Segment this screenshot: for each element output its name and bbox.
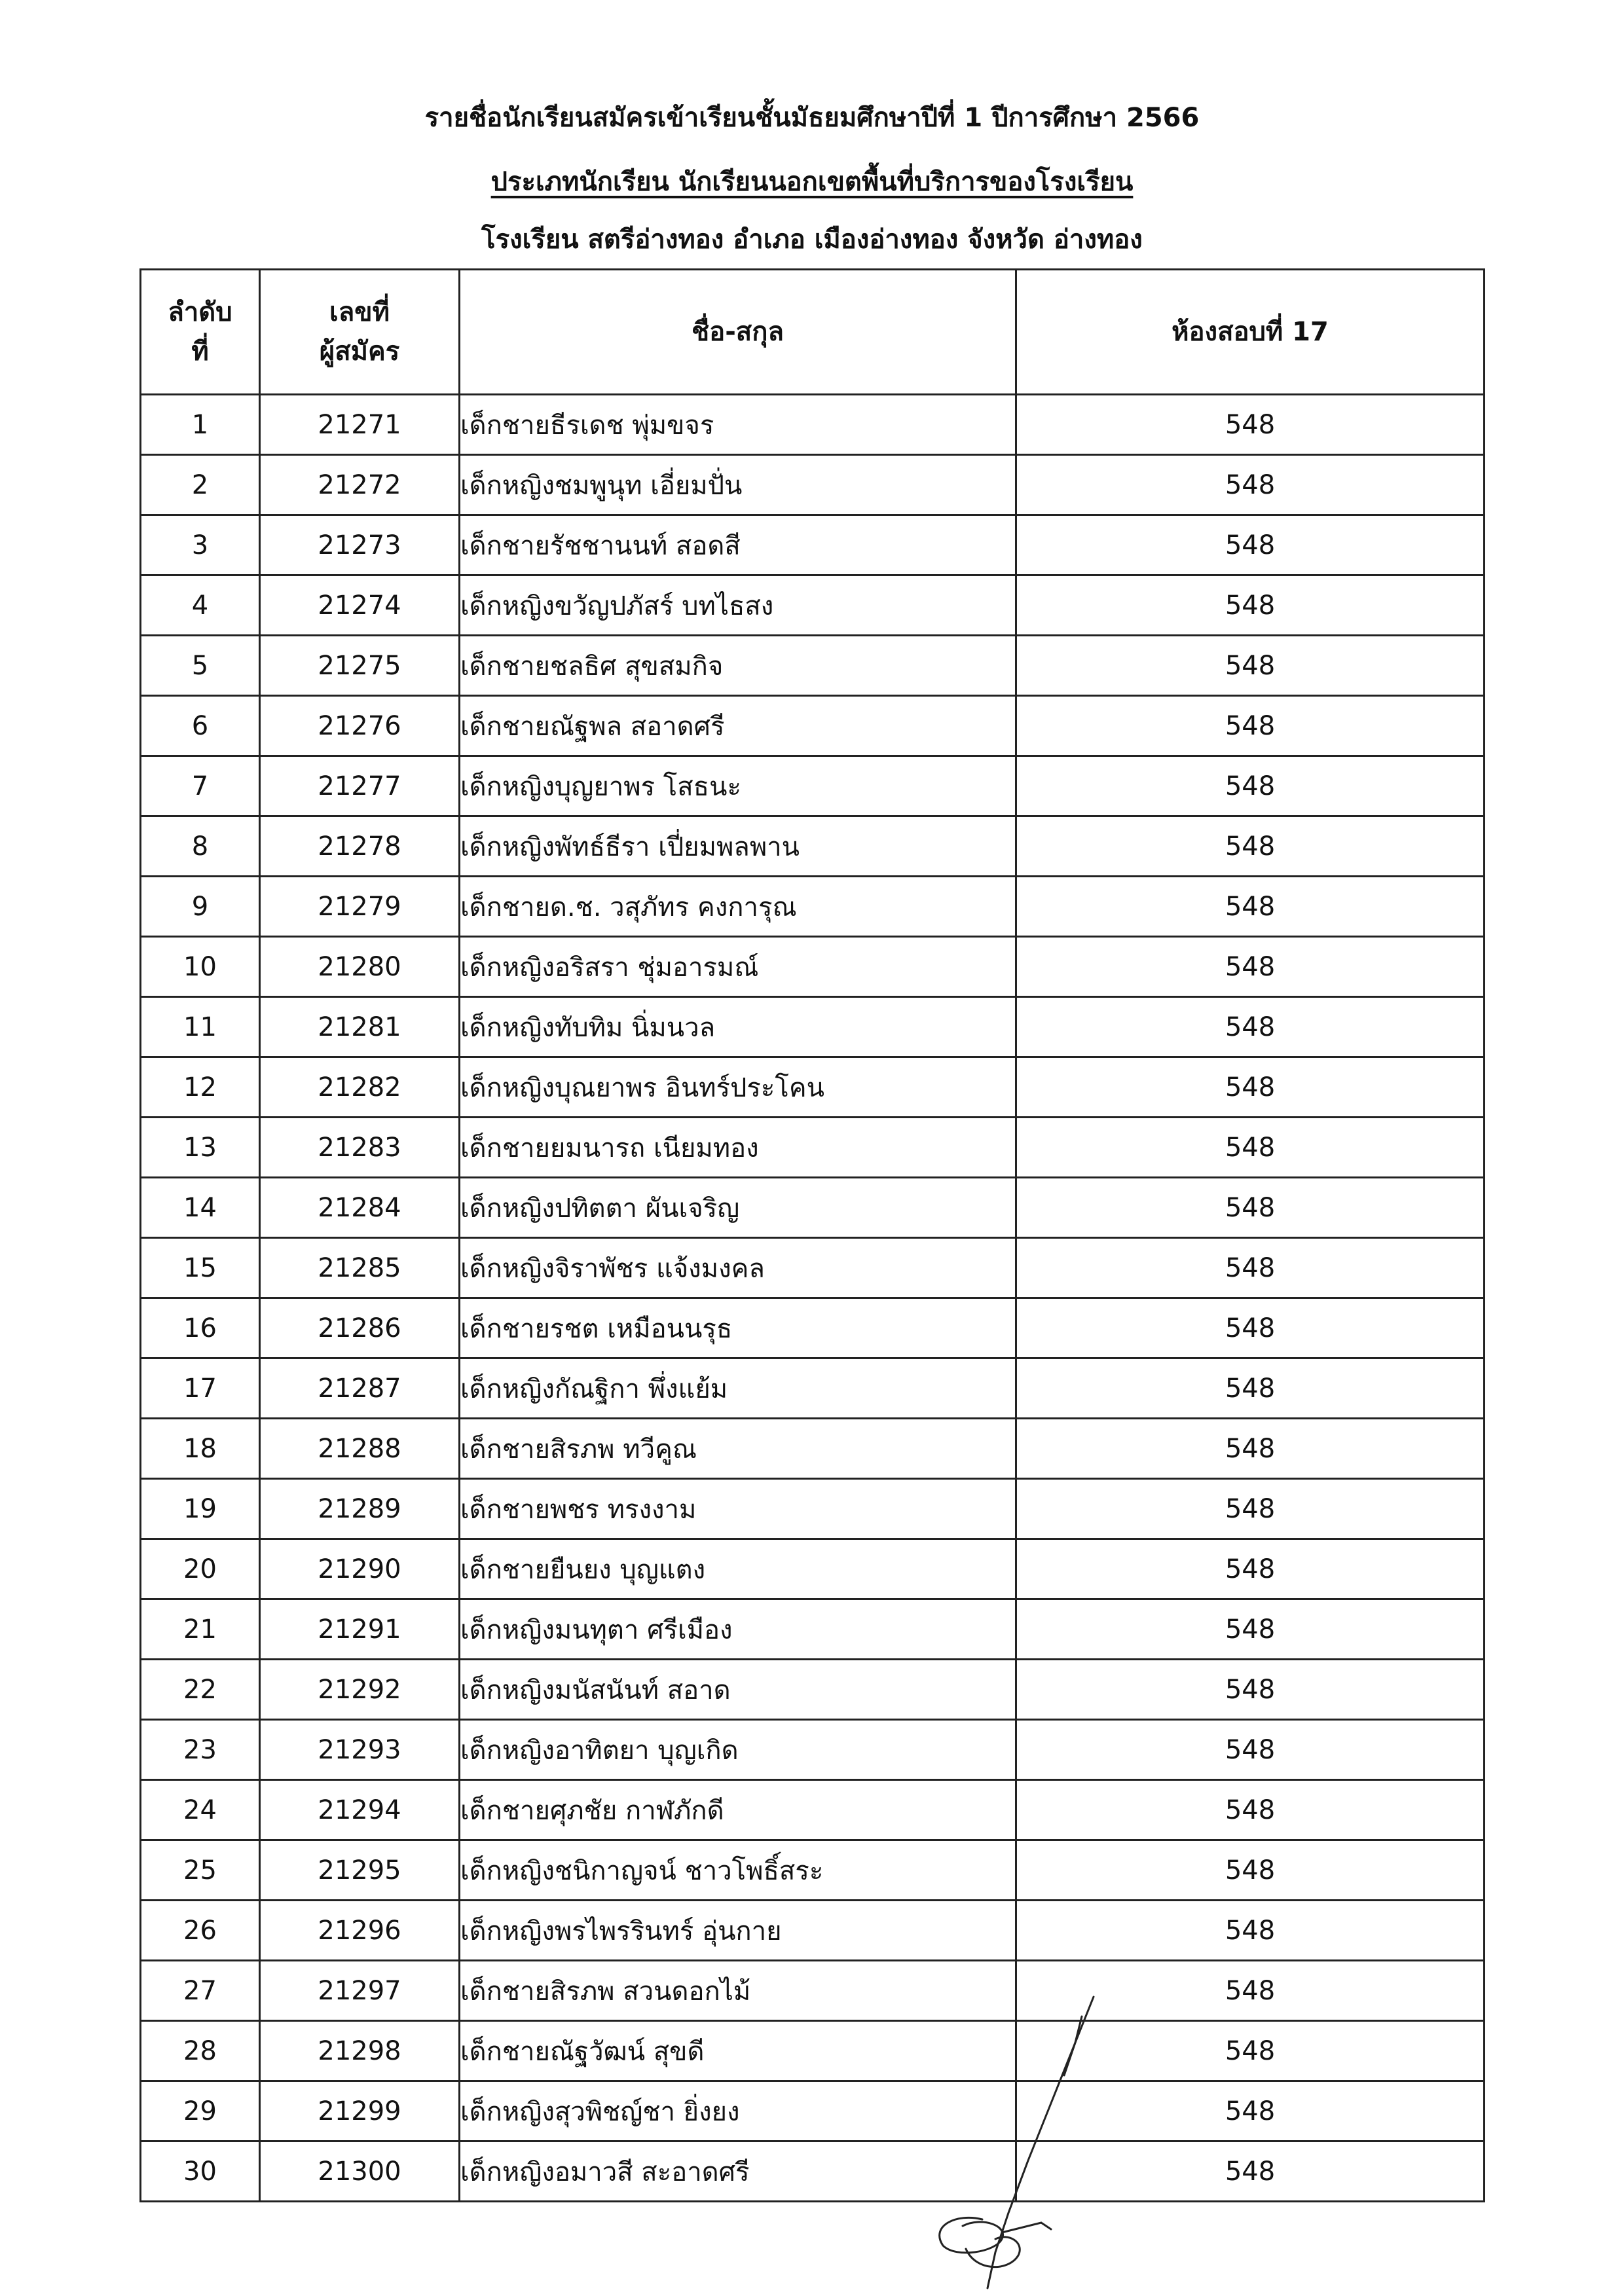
row-student-name: เด็กหญิงบุณยาพร อินทร์ประโคน xyxy=(460,1057,1016,1118)
row-exam-room: 548 xyxy=(1016,756,1485,816)
row-applicant-number: 21300 xyxy=(260,2141,460,2202)
document-title: รายชื่อนักเรียนสมัครเข้าเรียนชั้นมัธยมศึกษาปีที่ 1 ปีการศึกษา 2566 xyxy=(424,103,1200,133)
table-row xyxy=(141,636,1485,696)
table-row xyxy=(141,395,1485,455)
row-applicant-number: 21276 xyxy=(260,696,460,756)
row-applicant-number: 21294 xyxy=(260,1780,460,1840)
table-row xyxy=(141,2021,1485,2081)
row-order-number: 5 xyxy=(141,636,260,696)
row-exam-room: 548 xyxy=(1016,2081,1485,2141)
table-row xyxy=(141,937,1485,997)
row-applicant-number: 21273 xyxy=(260,515,460,575)
header-exam-room: ห้องสอบที่ 17 xyxy=(1016,270,1485,395)
table-row xyxy=(141,515,1485,575)
table-row xyxy=(141,1780,1485,1840)
row-applicant-number: 21296 xyxy=(260,1901,460,1961)
header-full-name: ชื่อ-สกุล xyxy=(460,270,1016,395)
table-row xyxy=(141,1057,1485,1118)
row-exam-room: 548 xyxy=(1016,1238,1485,1298)
table-row xyxy=(141,1479,1485,1539)
row-exam-room: 548 xyxy=(1016,1419,1485,1479)
table-row xyxy=(141,1298,1485,1358)
row-student-name: เด็กหญิงพรไพรรินทร์ อุ่นกาย xyxy=(460,1901,1016,1961)
row-student-name: เด็กชายสิรภพ สวนดอกไม้ xyxy=(460,1961,1016,2021)
row-student-name: เด็กชายรชต เหมือนนรุธ xyxy=(460,1298,1016,1358)
row-student-name: เด็กหญิงขวัญปภัสร์ บทไธสง xyxy=(460,575,1016,636)
row-order-number: 2 xyxy=(141,455,260,515)
row-exam-room: 548 xyxy=(1016,997,1485,1057)
row-order-number: 22 xyxy=(141,1660,260,1720)
table-row xyxy=(141,1419,1485,1479)
row-order-number: 23 xyxy=(141,1720,260,1780)
table-body xyxy=(141,395,1485,2202)
row-exam-room: 548 xyxy=(1016,816,1485,877)
school-info: โรงเรียน สตรีอ่างทอง อำเภอ เมืองอ่างทอง จังหวัด อ่างทอง xyxy=(481,225,1143,255)
row-student-name: เด็กหญิงมนัสนันท์ สอาด xyxy=(460,1660,1016,1720)
header-applicant-number: เลขที่ ผู้สมัคร xyxy=(260,270,460,395)
row-student-name: เด็กหญิงอมาวสี สะอาดศรี xyxy=(460,2141,1016,2202)
row-exam-room: 548 xyxy=(1016,1840,1485,1901)
table-row xyxy=(141,997,1485,1057)
row-student-name: เด็กหญิงจิราพัชร แจ้งมงคล xyxy=(460,1238,1016,1298)
row-applicant-number: 21271 xyxy=(260,395,460,455)
row-applicant-number: 21299 xyxy=(260,2081,460,2141)
row-exam-room: 548 xyxy=(1016,937,1485,997)
row-exam-room: 548 xyxy=(1016,2021,1485,2081)
row-student-name: เด็กหญิงชมพูนุท เอี่ยมปั่น xyxy=(460,455,1016,515)
row-exam-room: 548 xyxy=(1016,1118,1485,1178)
row-applicant-number: 21298 xyxy=(260,2021,460,2081)
row-order-number: 16 xyxy=(141,1298,260,1358)
table-row xyxy=(141,1238,1485,1298)
student-category: ประเภทนักเรียน นักเรียนนอกเขตพื้นที่บริการของโรงเรียน xyxy=(490,167,1134,197)
row-exam-room: 548 xyxy=(1016,1178,1485,1238)
row-student-name: เด็กหญิงชนิกาญจน์ ชาวโพธิ์สระ xyxy=(460,1840,1016,1901)
row-exam-room: 548 xyxy=(1016,575,1485,636)
row-applicant-number: 21279 xyxy=(260,877,460,937)
row-order-number: 15 xyxy=(141,1238,260,1298)
row-order-number: 11 xyxy=(141,997,260,1057)
row-exam-room: 548 xyxy=(1016,1358,1485,1419)
row-applicant-number: 21274 xyxy=(260,575,460,636)
row-exam-room: 548 xyxy=(1016,1479,1485,1539)
row-exam-room: 548 xyxy=(1016,636,1485,696)
table-row xyxy=(141,756,1485,816)
row-student-name: เด็กชายยมนารถ เนียมทอง xyxy=(460,1118,1016,1178)
row-applicant-number: 21275 xyxy=(260,636,460,696)
row-applicant-number: 21292 xyxy=(260,1660,460,1720)
row-order-number: 4 xyxy=(141,575,260,636)
row-student-name: เด็กหญิงกัณฐิกา พึ่งแย้ม xyxy=(460,1358,1016,1419)
row-student-name: เด็กชายณัฐวัฒน์ สุขดี xyxy=(460,2021,1016,2081)
row-applicant-number: 21277 xyxy=(260,756,460,816)
row-student-name: เด็กหญิงปทิตตา ผันเจริญ xyxy=(460,1178,1016,1238)
table-row xyxy=(141,816,1485,877)
row-exam-room: 548 xyxy=(1016,1901,1485,1961)
row-order-number: 30 xyxy=(141,2141,260,2202)
row-exam-room: 548 xyxy=(1016,2141,1485,2202)
row-order-number: 21 xyxy=(141,1599,260,1660)
table-row xyxy=(141,1660,1485,1720)
table-row xyxy=(141,1358,1485,1419)
table-row xyxy=(141,1901,1485,1961)
row-order-number: 14 xyxy=(141,1178,260,1238)
row-order-number: 25 xyxy=(141,1840,260,1901)
row-applicant-number: 21286 xyxy=(260,1298,460,1358)
table-row xyxy=(141,1118,1485,1178)
row-exam-room: 548 xyxy=(1016,1780,1485,1840)
row-applicant-number: 21293 xyxy=(260,1720,460,1780)
row-applicant-number: 21272 xyxy=(260,455,460,515)
row-student-name: เด็กชายด.ช. วสุภัทร คงการุณ xyxy=(460,877,1016,937)
row-exam-room: 548 xyxy=(1016,1961,1485,2021)
row-student-name: เด็กหญิงสุวพิชญ์ชา ยิ่งยง xyxy=(460,2081,1016,2141)
row-student-name: เด็กหญิงอริสรา ชุ่มอารมณ์ xyxy=(460,937,1016,997)
row-order-number: 24 xyxy=(141,1780,260,1840)
row-student-name: เด็กหญิงอาทิตยา บุญเกิด xyxy=(460,1720,1016,1780)
row-applicant-number: 21285 xyxy=(260,1238,460,1298)
row-applicant-number: 21281 xyxy=(260,997,460,1057)
row-exam-room: 548 xyxy=(1016,1057,1485,1118)
row-order-number: 12 xyxy=(141,1057,260,1118)
table-row xyxy=(141,1720,1485,1780)
table-row xyxy=(141,1961,1485,2021)
row-order-number: 8 xyxy=(141,816,260,877)
row-student-name: เด็กชายพชร ทรงงาม xyxy=(460,1479,1016,1539)
table-header-row xyxy=(141,270,1485,395)
row-applicant-number: 21295 xyxy=(260,1840,460,1901)
row-order-number: 1 xyxy=(141,395,260,455)
row-student-name: เด็กชายชลธิศ สุขสมกิจ xyxy=(460,636,1016,696)
row-applicant-number: 21291 xyxy=(260,1599,460,1660)
row-order-number: 3 xyxy=(141,515,260,575)
row-exam-room: 548 xyxy=(1016,515,1485,575)
row-order-number: 27 xyxy=(141,1961,260,2021)
row-applicant-number: 21290 xyxy=(260,1539,460,1599)
row-order-number: 26 xyxy=(141,1901,260,1961)
row-order-number: 13 xyxy=(141,1118,260,1178)
row-student-name: เด็กชายรัชชานนท์ สอดสี xyxy=(460,515,1016,575)
row-order-number: 7 xyxy=(141,756,260,816)
row-order-number: 6 xyxy=(141,696,260,756)
row-applicant-number: 21284 xyxy=(260,1178,460,1238)
table-row xyxy=(141,696,1485,756)
student-roster-table xyxy=(139,268,1485,2202)
table-row xyxy=(141,1840,1485,1901)
row-order-number: 10 xyxy=(141,937,260,997)
row-exam-room: 548 xyxy=(1016,1660,1485,1720)
signature-mark xyxy=(904,1990,1126,2291)
row-applicant-number: 21287 xyxy=(260,1358,460,1419)
table-row xyxy=(141,2141,1485,2202)
row-order-number: 29 xyxy=(141,2081,260,2141)
row-student-name: เด็กหญิงบุญยาพร โสธนะ xyxy=(460,756,1016,816)
row-order-number: 20 xyxy=(141,1539,260,1599)
row-applicant-number: 21282 xyxy=(260,1057,460,1118)
row-applicant-number: 21297 xyxy=(260,1961,460,2021)
row-order-number: 17 xyxy=(141,1358,260,1419)
table-row xyxy=(141,2081,1485,2141)
row-order-number: 28 xyxy=(141,2021,260,2081)
row-exam-room: 548 xyxy=(1016,1539,1485,1599)
row-order-number: 9 xyxy=(141,877,260,937)
row-student-name: เด็กชายยืนยง บุญแตง xyxy=(460,1539,1016,1599)
row-applicant-number: 21288 xyxy=(260,1419,460,1479)
row-applicant-number: 21283 xyxy=(260,1118,460,1178)
row-student-name: เด็กชายณัฐพล สอาดศรี xyxy=(460,696,1016,756)
table-row xyxy=(141,455,1485,515)
row-exam-room: 548 xyxy=(1016,1720,1485,1780)
row-exam-room: 548 xyxy=(1016,455,1485,515)
row-student-name: เด็กหญิงพัทธ์ธีรา เปี่ยมพลพาน xyxy=(460,816,1016,877)
table-row xyxy=(141,1178,1485,1238)
row-student-name: เด็กหญิงทับทิม นิ่มนวล xyxy=(460,997,1016,1057)
table-row xyxy=(141,1599,1485,1660)
table-row xyxy=(141,575,1485,636)
row-exam-room: 548 xyxy=(1016,395,1485,455)
row-exam-room: 548 xyxy=(1016,1298,1485,1358)
row-applicant-number: 21278 xyxy=(260,816,460,877)
table-row xyxy=(141,877,1485,937)
row-exam-room: 548 xyxy=(1016,1599,1485,1660)
row-exam-room: 548 xyxy=(1016,696,1485,756)
row-order-number: 19 xyxy=(141,1479,260,1539)
row-order-number: 18 xyxy=(141,1419,260,1479)
row-student-name: เด็กชายสิรภพ ทวีคูณ xyxy=(460,1419,1016,1479)
header-order-number: ลำดับ ที่ xyxy=(141,270,260,395)
row-applicant-number: 21280 xyxy=(260,937,460,997)
row-student-name: เด็กหญิงมนทุตา ศรีเมือง xyxy=(460,1599,1016,1660)
row-student-name: เด็กชายธีรเดช พุ่มขจร xyxy=(460,395,1016,455)
table-row xyxy=(141,1539,1485,1599)
row-exam-room: 548 xyxy=(1016,877,1485,937)
row-student-name: เด็กชายศุภชัย กาฬภักดี xyxy=(460,1780,1016,1840)
row-applicant-number: 21289 xyxy=(260,1479,460,1539)
